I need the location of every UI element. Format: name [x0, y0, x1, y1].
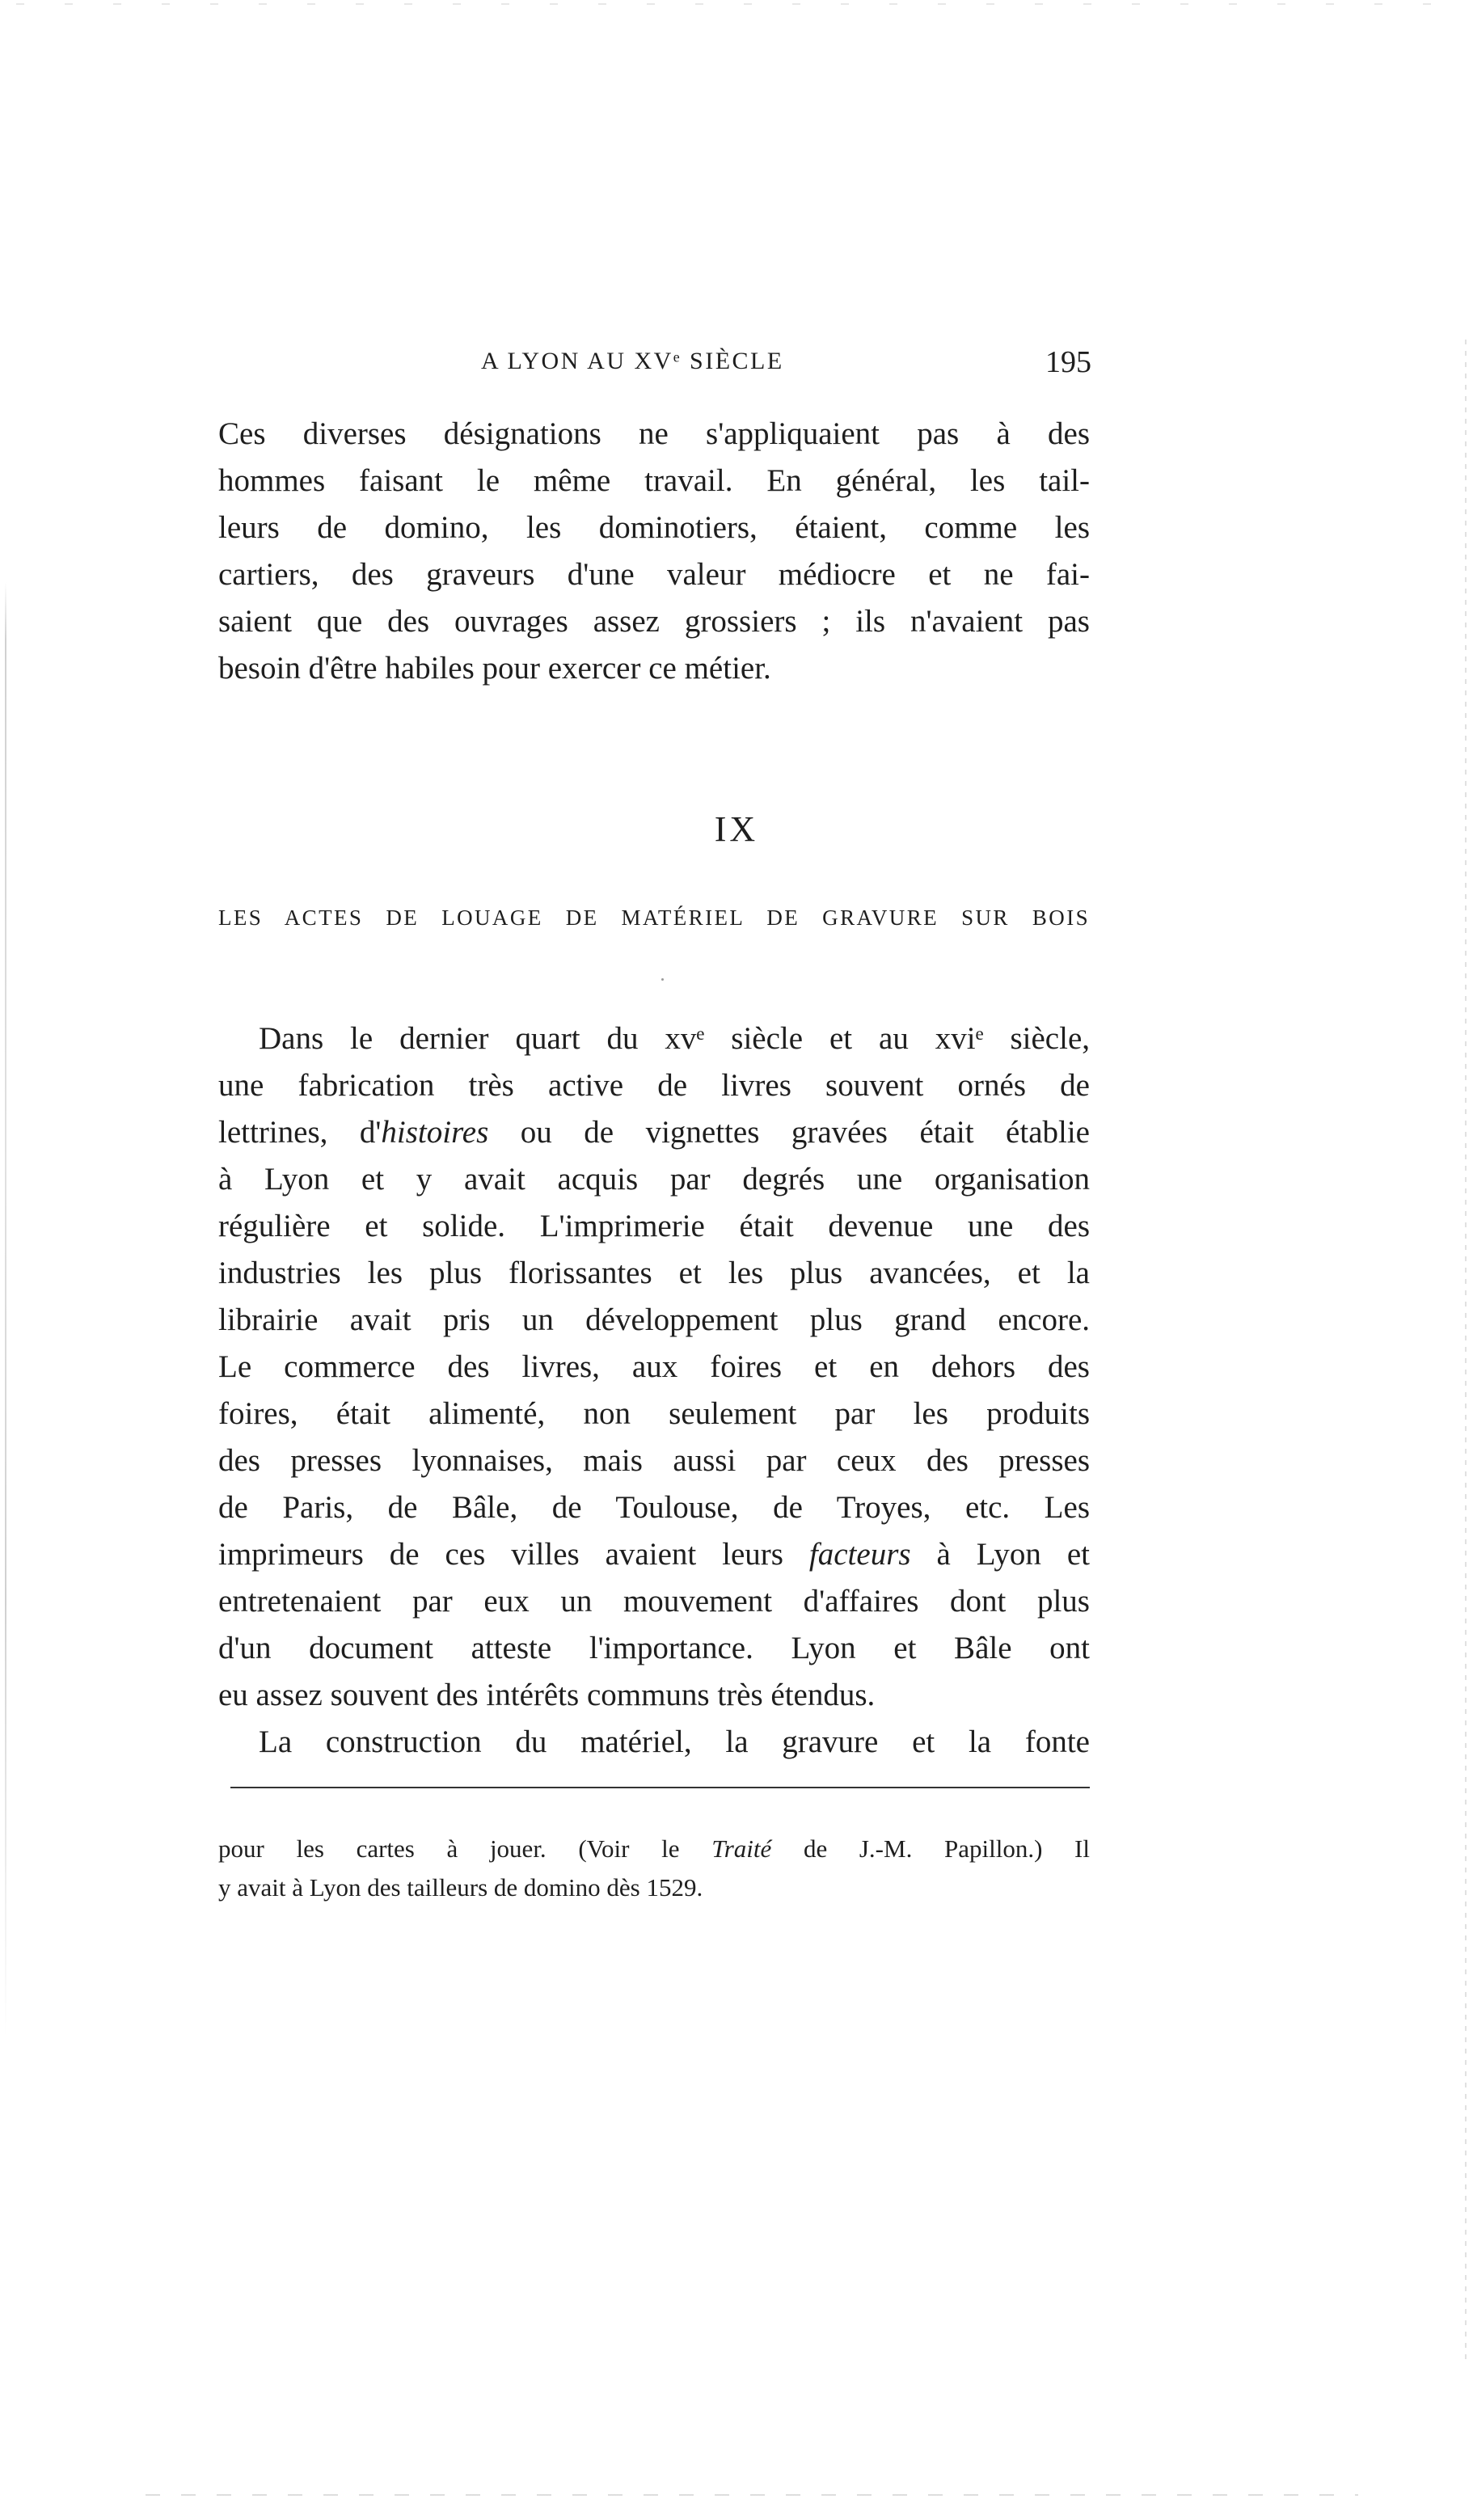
text-line: à Lyon et y avait acquis par degrés une organisation: [218, 1162, 1090, 1197]
text-run: imprimeurs de ces villes avaient leurs: [218, 1537, 809, 1572]
page-number: 195: [1045, 345, 1091, 379]
text-run: ou de vignettes gravées était établie: [488, 1115, 1090, 1150]
italic-term: histoires: [381, 1115, 489, 1150]
text-line: eu assez souvent des intérêts communs très étendus.: [218, 1678, 876, 1712]
text-run: lettrines, d': [218, 1115, 382, 1150]
print-speck: [661, 978, 664, 981]
text-line: des presses lyonnaises, mais aussi par ceux des presses: [218, 1443, 1090, 1478]
paragraph-continued: [218, 411, 1090, 692]
section-numeral-text: IX: [714, 809, 759, 849]
text-line: librairie avait pris un développement plus grand encore.: [218, 1302, 1090, 1337]
text-line: La construction du matériel, la gravure et la fonte: [259, 1724, 1090, 1759]
scan-edge-top: [16, 3, 1455, 5]
footnote-rule: [230, 1787, 1090, 1788]
text-line: Ces diverses désignations ne s'appliquaient pas à des: [218, 416, 1090, 451]
scan-edge-left: [5, 582, 6, 2037]
page-header: [218, 345, 1091, 396]
scan-edge-right: [1465, 340, 1467, 2361]
text-line: leurs de domino, les dominotiers, étaient, comme les: [218, 510, 1090, 545]
text-line: une fabrication très active de livres souvent ornés de: [218, 1068, 1090, 1103]
text-line: Le commerce des livres, aux foires et en dehors des: [218, 1349, 1090, 1384]
footnote-line: [218, 1830, 1090, 1868]
text-line: saient que des ouvrages assez grossiers ; ils n'avaient pas: [218, 604, 1090, 639]
text-line: d'un document atteste l'importance. Lyon et Bâle ont: [218, 1631, 1090, 1665]
text-line: de Paris, de Bâle, de Toulouse, de Troyes, etc. Les: [218, 1490, 1090, 1525]
text-line: Dans le dernier quart du xvᵉ siècle et au xviᵉ siècle,: [259, 1021, 1090, 1056]
text-run: pour les cartes à jouer. (Voir le: [218, 1834, 712, 1863]
text-run: à Lyon et: [910, 1537, 1090, 1572]
section-number: [0, 808, 1473, 850]
text-line: [218, 1109, 1090, 1156]
text-line: [218, 1531, 1090, 1578]
text-run: de J.-M. Papillon.) Il: [771, 1834, 1090, 1863]
text-line: industries les plus florissantes et les plus avancées, et la: [218, 1256, 1090, 1290]
text-line: régulière et solide. L'imprimerie était devenue une des: [218, 1209, 1090, 1243]
text-line: foires, était alimenté, non seulement par les produits: [218, 1396, 1090, 1431]
italic-term: facteurs: [808, 1537, 911, 1572]
text-line: besoin d'être habiles pour exercer ce métier.: [218, 651, 771, 686]
running-title: A LYON AU XVᵉ SIÈCLE: [481, 348, 784, 374]
text-line: cartiers, des graveurs d'une valeur médiocre et ne fai-: [218, 557, 1090, 592]
footnote-line: y avait à Lyon des tailleurs de domino dès 1529.: [218, 1873, 703, 1902]
scan-edge-bottom: [146, 2494, 1358, 2496]
italic-term: Traité: [711, 1834, 772, 1863]
paragraph-main: [218, 1015, 1090, 1766]
text-line: hommes faisant le même travail. En général, les tail-: [218, 463, 1090, 498]
section-title: LES ACTES DE LOUAGE DE MATÉRIEL DE GRAVURE SUR BOIS: [218, 905, 1090, 930]
text-line: entretenaient par eux un mouvement d'affaires dont plus: [218, 1584, 1090, 1619]
footnote: [218, 1830, 1090, 1907]
